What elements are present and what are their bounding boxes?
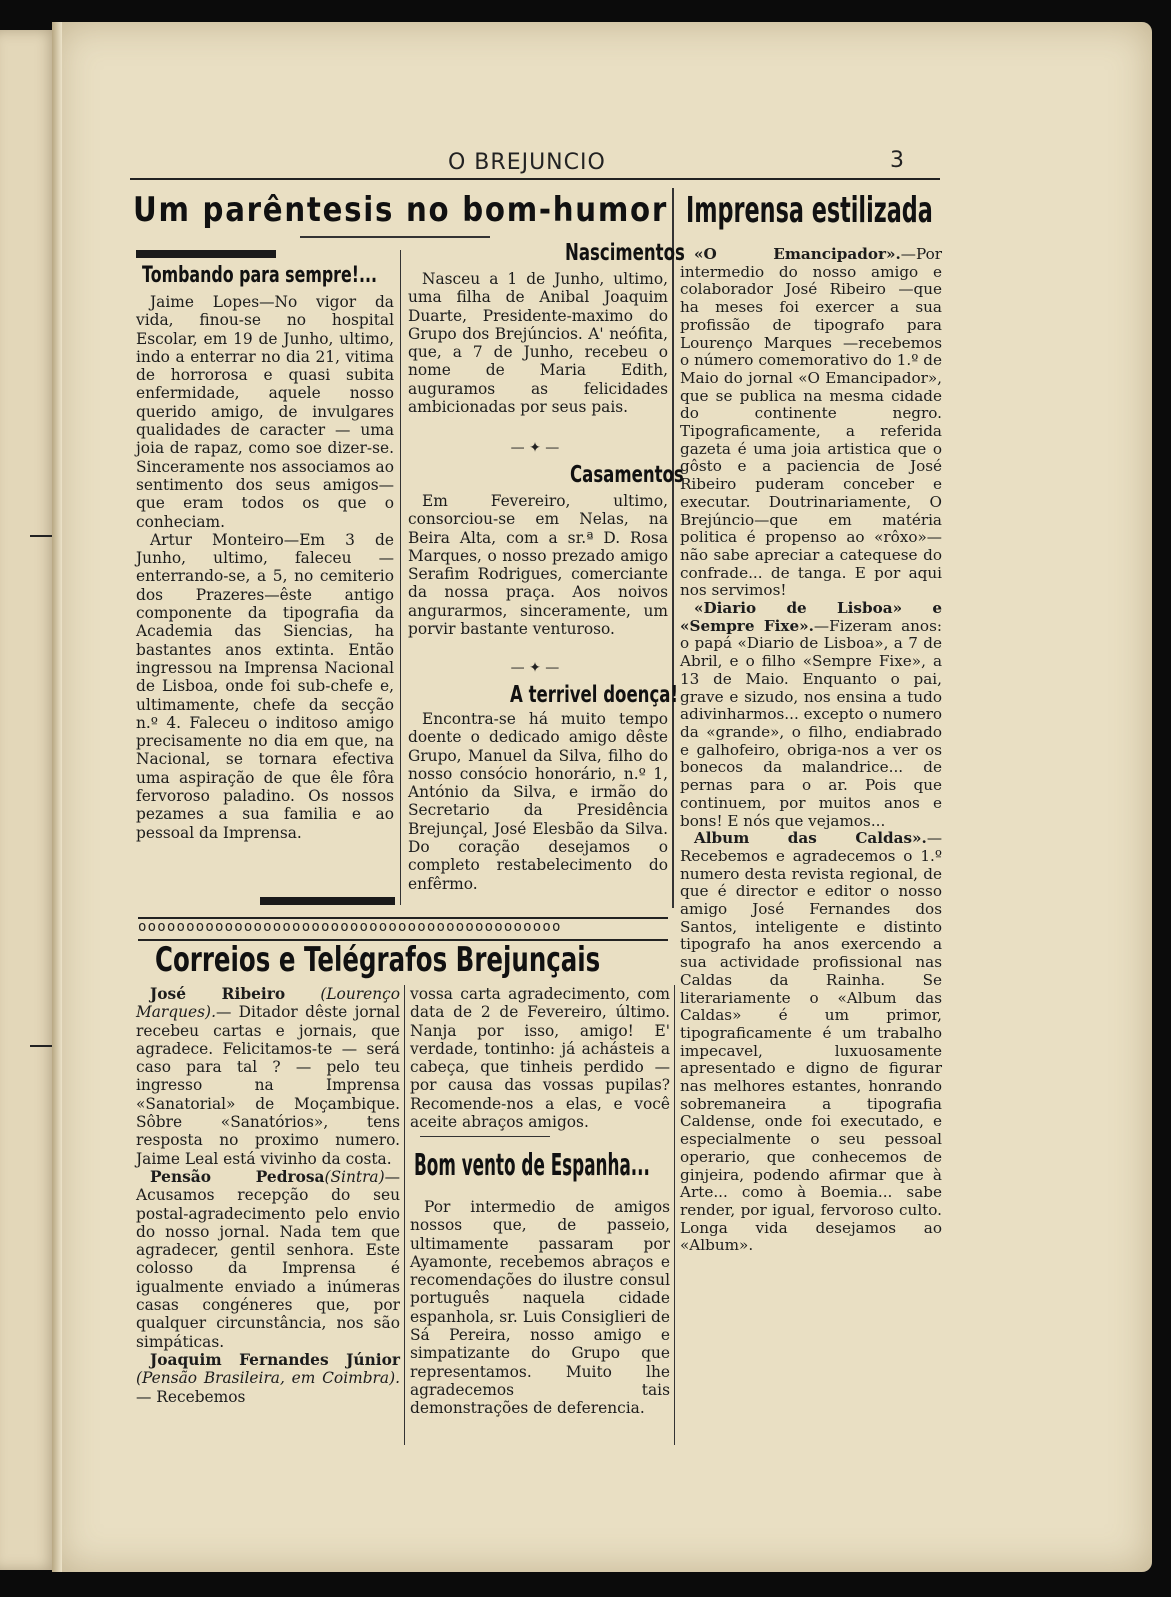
bom-vento-text xyxy=(410,1198,670,1418)
column-rule-lower-right xyxy=(674,985,675,1445)
page-number: 3 xyxy=(890,148,904,173)
ribeiro-name: José Ribeiro xyxy=(150,985,286,1003)
column-rule-middle xyxy=(400,250,401,905)
obituary-text xyxy=(136,293,394,842)
correios-col2 xyxy=(410,985,670,1131)
black-bar-bottom xyxy=(260,897,395,905)
page-header xyxy=(130,148,940,180)
bom-vento-body: Por intermedio de amigos nossos que, de passeio, ultimamente passaram por Ayamonte, recebemos abraços e recomendações do ilustre consul português naquela cidade espanhola, sr. Luis Consiglieri de Sá Pereira, nosso amigo e simpatizante do Grupo que representamos. Muito lhe agradecemos tais demonstrações de deferencia. xyxy=(410,1198,670,1418)
section-tombando: Tombando para sempre!... xyxy=(142,263,378,288)
headline-parentesis: Um parêntesis no bom-humor xyxy=(133,190,668,230)
joaquim-place: (Pensão Brasileira, em Coimbra). xyxy=(136,1369,400,1388)
pedrosa-text: —Acusamos recepção do seu postal-agradecimento pelo envio do nosso jornal. Nada tem que agradecer, gentil senhora. Este colosso da Imprensa é igualmente enviado a inúmeras casas congéneres que, por qualquer circunstância, nos são simpáticas. xyxy=(136,1167,400,1351)
section-bom-vento: Bom vento de Espanha... xyxy=(414,1148,650,1183)
emancipador-name: «O Emancipador». xyxy=(694,245,901,263)
doenca-body: Encontra-se há muito tempo doente o dedicado amigo dêste Grupo, Manuel da Silva, filho do nosso consócio honorário, n.º 1, António da Silva, e irmão do Secretario da Presidência Brejunçal, José Elesbão da Silva. Do coração desejamos o completo restabelecimento do enfêrmo. xyxy=(408,710,668,893)
ornament-divider: — ✦ — xyxy=(510,440,560,456)
binding-gutter xyxy=(52,22,62,1572)
correios-continuation: vossa carta agradecimento, com data de 2 de Fevereiro, último. Nanja por isso, amigo! E' verdade, tontinho: já achásteis a cabeça, que tinheis perdido — por causa das vossas pupilas? Recomende-nos a elas, e você aceite abraços amigos. xyxy=(410,985,670,1132)
circle-ornament-rule: oooooooooooooooooooooooooooooooooooooooooooo xyxy=(138,917,668,941)
album-name: Album das Caldas». xyxy=(694,829,927,848)
ornament-divider: — ✦ — xyxy=(510,660,560,676)
nascimentos-text xyxy=(408,270,668,416)
emancipador-text: —Por intermedio do nosso amigo e colaborador José Ribeiro —que ha meses foi exercer a sua profissão de tipografo para Lourenço Marques —recebemos o número comemorativo do 1.º de Maio do jornal «O Emancipador», que se publica na mesma cidade do continente negro. Tipograficamente, a referida gazeta é uma joia artistica que o gôsto e a paciencia de José Ribeiro puderam conceber e executar. Doutrinariamente, O Brejúncio—que em matéria politica é propenso ao «rôxo»—não sabe apreciar a catequese do confrade... de tanga. E por aqui nos servimos! xyxy=(680,245,942,600)
ribeiro-place: (Lourenço Marques). xyxy=(136,985,400,1022)
section-doenca: A terrivel doença! xyxy=(510,682,679,708)
joaquim-name: Joaquim Fernandes Júnior xyxy=(150,1350,400,1369)
diario-text: —Fizeram anos: o papá «Diario de Lisboa», a 7 de Abril, e o filho «Sempre Fixe», a 13 de Maio. Enquanto o pai, grave e sizudo, nos ensina a tudo adivinharmos... excepto o numero da «grande», o filho, endiabrado e galhofeiro, obriga-nos a ver os bonecos da malandrice... de pernas para o ar. Pois que continuem, por muitos anos e bons! E nós que vejamos... xyxy=(680,616,942,830)
joaquim-text: — Recebemos xyxy=(136,1387,246,1406)
casamentos-body: Em Fevereiro, ultimo, consorciou-se em Nelas, na Beira Alta, com a sr.ª D. Rosa Marques, o nosso prezado amigo Serafim Rodrigues, comerciante da nossa praça. Aos noivos angurarmos, sinceramente, um porvir bastante venturoso. xyxy=(408,492,668,639)
doenca-text xyxy=(408,710,668,893)
column-rule-right xyxy=(672,188,674,908)
casamentos-text xyxy=(408,492,668,638)
newspaper-title: O BREJUNCIO xyxy=(448,150,606,175)
album-text: —Recebemos e agradecemos o 1.º numero desta revista regional, de que é director e editor o nosso amigo José Fernandes dos Santos, inteligente e distinto tipografo ha anos exercendo a sua actividade profissional nas Caldas da Rainha. Se literariamente o «Album das Caldas» é um primor, tipograficamente é um trabalho impecavel, luxuosamente apresentado e digno de figurar nas melhores estantes, honrando sobremaneira a tipografia Caldense, onde foi executado, e especialmente o seu pessoal operario, que conhecemos de ginjeira, podendo afirmar que à Arte... como à Boemia... sabe render, por igual, fervoroso culto. Longa vida desejamos ao «Album». xyxy=(680,829,942,1255)
imprensa-text xyxy=(680,246,942,1255)
obituary-artur: Artur Monteiro—Em 3 de Junho, ultimo, faleceu — enterrando-se, a 5, no cemiterio dos Prazeres—êste antigo componente da tipografia da Academia das Siencias, ha bastantes anos extinta. Então ingressou na Imprensa Nacional de Lisboa, onde foi sub-chefe e, ultimamente, chefe da secção n.º 4. Faleceu o inditoso amigo precisamente no dia em que, na Nacional, se tornara efectiva uma aspiração de que êle fôra fervoroso paladino. Os nossos pezames a sua familia e ao pessoal da Imprensa. xyxy=(136,530,394,842)
nascimentos-body: Nasceu a 1 de Junho, ultimo, uma filha de Anibal Joaquim Duarte, Presidente-maximo do Grupo dos Brejúncios. A' neófita, que, a 7 de Junho, recebeu o nome de Maria Edith, auguramos as felicidades ambicionadas por seus pais. xyxy=(408,270,668,417)
correios-col1 xyxy=(136,985,400,1406)
diario-name: «Diario de Lisboa» e «Sempre Fixe». xyxy=(680,599,942,635)
section-casamentos: Casamentos xyxy=(570,462,684,488)
ribeiro-text: — Ditador dêste jornal recebeu cartas e jornais, que agradece. Felicitamos-te — será caso para tal ? — pelo teu ingresso na Imprensa «Sanatorial» de Moçambique. Sôbre «Sanatórios», tens resposta no proximo numero. Jaime Leal está vivinho da costa. xyxy=(136,1003,400,1168)
black-bar-top xyxy=(136,250,276,258)
headline-imprensa: Imprensa estilizada xyxy=(686,190,933,231)
headline-correios: Correios e Telégrafos Brejunçais xyxy=(155,940,601,980)
facing-page-edge xyxy=(0,30,58,1570)
obituary-jaime: Jaime Lopes—No vigor da vida, finou-se no hospital Escolar, em 19 de Junho, ultimo, indo a enterrar no dia 21, vitima de horrorosa e quasi subita enfermidade, aquele nosso querido amigo, de invulgares qualidades de caracter — uma joia de rapaz, como soe dizer-se. Sinceramente nos associamos ao sentimento dos seus amigos—que eram todos os que o conheciam. xyxy=(136,293,394,531)
short-rule xyxy=(420,1136,550,1137)
headline-underline xyxy=(300,236,490,238)
column-rule-lower-left xyxy=(404,985,405,1445)
pedrosa-place: (Sintra) xyxy=(324,1167,385,1186)
pedrosa-name: Pensão Pedrosa xyxy=(150,1167,325,1186)
section-nascimentos: Nascimentos xyxy=(565,240,685,266)
